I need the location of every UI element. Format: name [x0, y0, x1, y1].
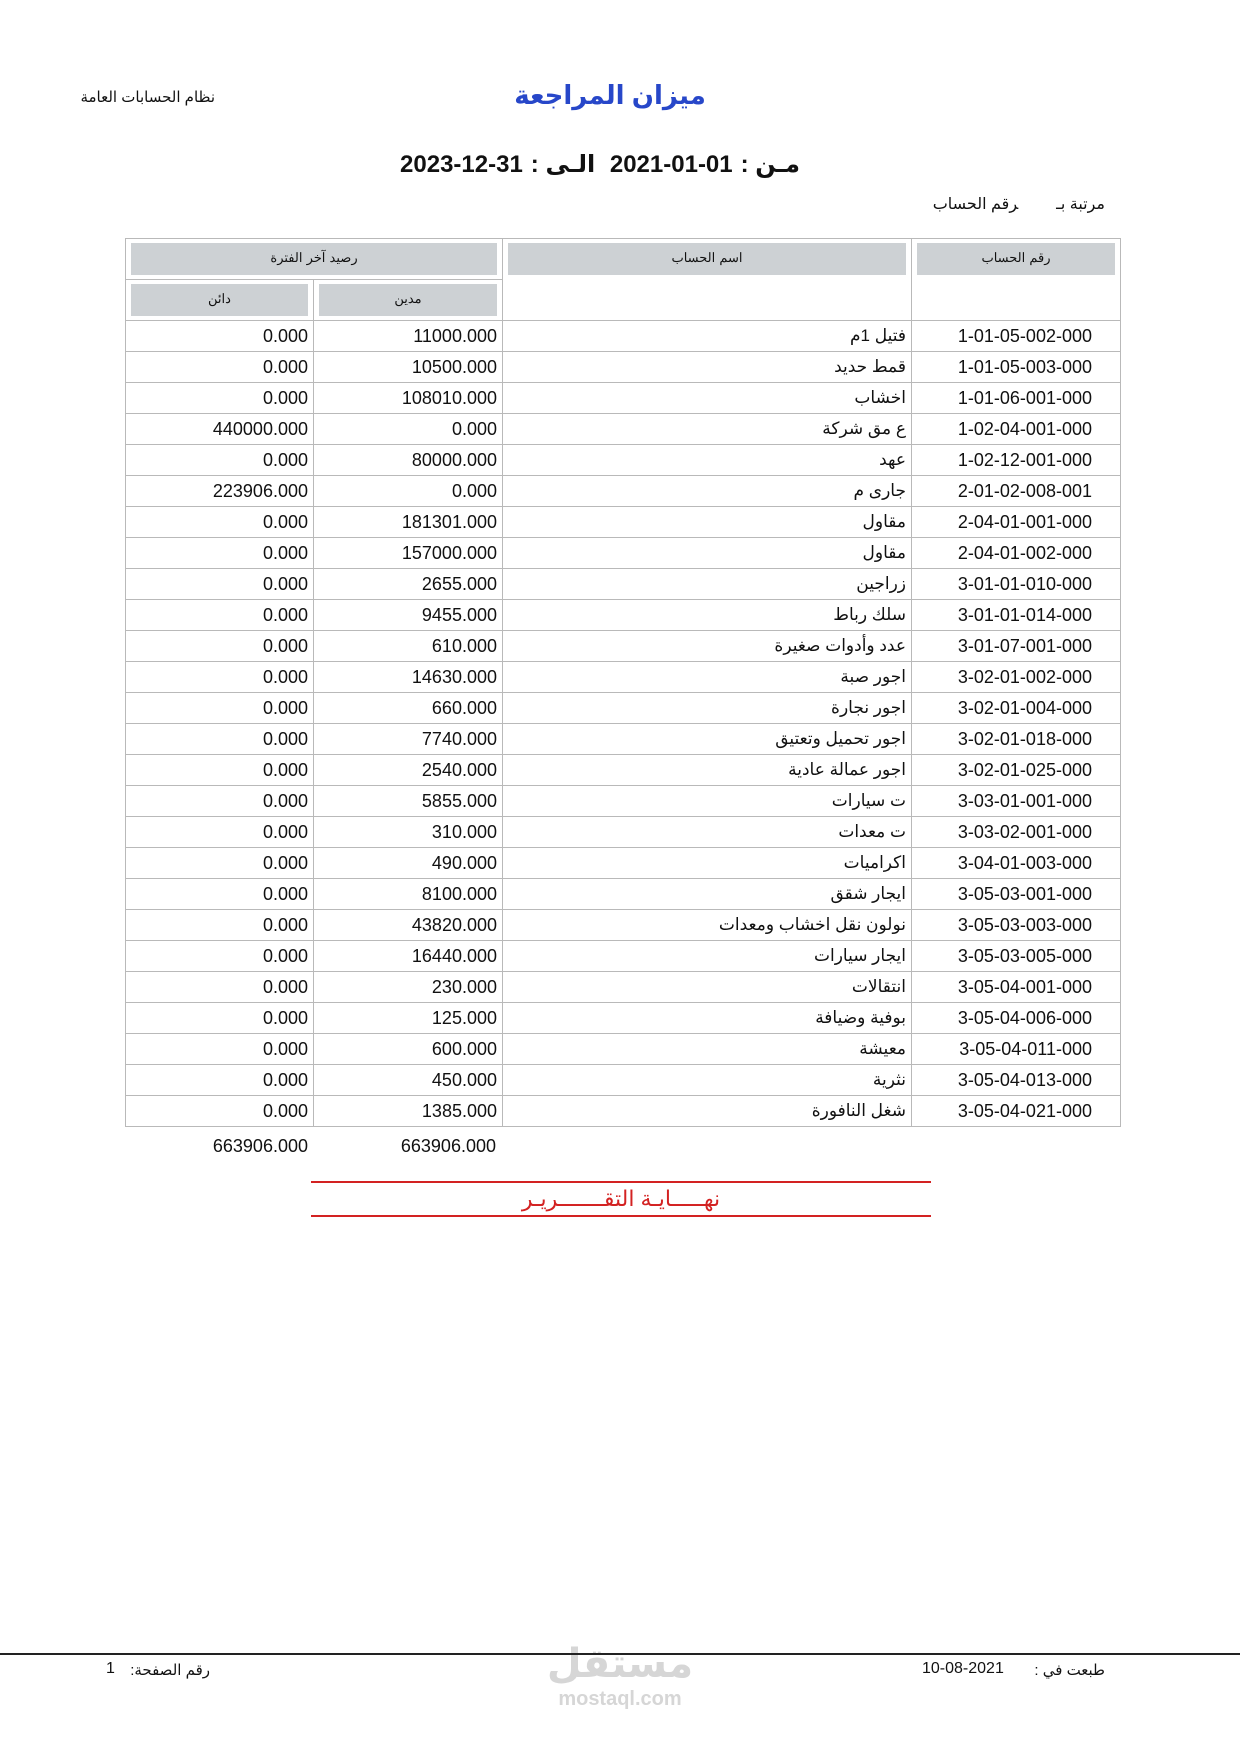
date-range: [0, 150, 1240, 179]
from-date: 2021-01-01: [609, 151, 733, 178]
account-number-cell: 1-01-06-001-000: [912, 383, 1121, 414]
to-label: الـى :: [530, 151, 596, 178]
to-date: 2023-12-31: [400, 151, 523, 178]
credit-cell: 0.000: [126, 352, 314, 383]
account-number-cell: 3-02-01-025-000: [912, 755, 1121, 786]
account-number-cell: 3-03-02-001-000: [912, 817, 1121, 848]
credit-cell: 0.000: [126, 507, 314, 538]
credit-cell: 0.000: [126, 662, 314, 693]
account-number-cell: 3-02-01-002-000: [912, 662, 1121, 693]
credit-cell: 0.000: [126, 910, 314, 941]
account-name-cell: بوفية وضيافة: [503, 1003, 912, 1034]
account-number-cell: 3-05-04-001-000: [912, 972, 1121, 1003]
table-row: [126, 755, 1121, 786]
credit-cell: 0.000: [126, 1096, 314, 1127]
credit-cell: 0.000: [126, 848, 314, 879]
total-debit: 663906.000: [400, 1136, 496, 1156]
account-number-cell: 3-02-01-004-000: [912, 693, 1121, 724]
debit-cell: 450.000: [314, 1065, 503, 1096]
debit-cell: 11000.000: [314, 321, 503, 352]
table-row: [126, 786, 1121, 817]
credit-cell: 0.000: [126, 321, 314, 352]
account-number-cell: 3-02-01-018-000: [912, 724, 1121, 755]
credit-cell: 0.000: [126, 383, 314, 414]
table-row: [126, 321, 1121, 352]
debit-cell: 2540.000: [314, 755, 503, 786]
sort-line: [933, 194, 1105, 214]
debit-cell: 490.000: [314, 848, 503, 879]
debit-cell: 14630.000: [314, 662, 503, 693]
total-credit: 663906.000: [212, 1136, 308, 1156]
end-of-report-text: نهـــــايـة التقـــــــريـر: [521, 1186, 721, 1211]
account-number-cell: 1-01-05-002-000: [912, 321, 1121, 352]
account-name-cell: اجور صبة: [503, 662, 912, 693]
table-row: [126, 662, 1121, 693]
table-row: [126, 414, 1121, 445]
account-number-cell: 1-01-05-003-000: [912, 352, 1121, 383]
account-name-cell: ايجار سيارات: [503, 941, 912, 972]
account-number-cell: 3-05-04-006-000: [912, 1003, 1121, 1034]
credit-cell: 0.000: [126, 817, 314, 848]
debit-cell: 310.000: [314, 817, 503, 848]
account-name-cell: اجور نجارة: [503, 693, 912, 724]
sort-label: مرتبة بـ: [1056, 196, 1105, 213]
table-row: [126, 848, 1121, 879]
report-title: ميزان المراجعة: [514, 80, 706, 110]
account-number-cell: 3-05-03-003-000: [912, 910, 1121, 941]
debit-cell: 80000.000: [314, 445, 503, 476]
account-name-cell: قمط حديد: [503, 352, 912, 383]
account-name-cell: اجور تحميل وتعتيق: [503, 724, 912, 755]
account-name-cell: ت سيارات: [503, 786, 912, 817]
table-row: [126, 879, 1121, 910]
table-row: [126, 817, 1121, 848]
debit-cell: 16440.000: [314, 941, 503, 972]
debit-cell: 1385.000: [314, 1096, 503, 1127]
account-name-cell: عهد: [503, 445, 912, 476]
table-row: [126, 352, 1121, 383]
debit-cell: 610.000: [314, 631, 503, 662]
balance-group-label: رصيد آخر الفترة: [131, 243, 497, 275]
credit-cell: 0.000: [126, 972, 314, 1003]
debit-cell: 10500.000: [314, 352, 503, 383]
credit-cell: 0.000: [126, 724, 314, 755]
page-number: 1: [106, 1660, 115, 1677]
table-row: [126, 941, 1121, 972]
credit-cell: 0.000: [126, 538, 314, 569]
debit-cell: 230.000: [314, 972, 503, 1003]
credit-cell: 0.000: [126, 693, 314, 724]
credit-cell: 223906.000: [126, 476, 314, 507]
account-number-cell: 3-01-01-010-000: [912, 569, 1121, 600]
table-row: [126, 1003, 1121, 1034]
from-label: مـن :: [740, 151, 800, 178]
account-name-cell: جارى م: [503, 476, 912, 507]
watermark-arabic: مستقل: [546, 1642, 694, 1686]
credit-label: دائن: [131, 284, 308, 316]
table-row: [126, 569, 1121, 600]
table-row: [126, 910, 1121, 941]
table-row: [126, 538, 1121, 569]
debit-cell: 181301.000: [314, 507, 503, 538]
credit-cell: 0.000: [126, 879, 314, 910]
account-number-cell: 1-02-04-001-000: [912, 414, 1121, 445]
balance-group-header: [126, 239, 503, 280]
account-number-header: [912, 239, 1121, 321]
account-name-cell: عدد وأدوات صغيرة: [503, 631, 912, 662]
account-number-cell: 3-05-03-005-000: [912, 941, 1121, 972]
account-number-cell: 3-05-04-011-000: [912, 1034, 1121, 1065]
table-row: [126, 631, 1121, 662]
account-name-cell: سلك رباط: [503, 600, 912, 631]
totals-row: [125, 1136, 500, 1166]
printed-date: 10-08-2021: [922, 1660, 1004, 1677]
table-body: [126, 321, 1121, 1127]
account-name-cell: شغل النافورة: [503, 1096, 912, 1127]
account-number-cell: 3-05-03-001-000: [912, 879, 1121, 910]
account-name-cell: ايجار شقق: [503, 879, 912, 910]
debit-header: [314, 280, 503, 321]
account-name-cell: نولون نقل اخشاب ومعدات: [503, 910, 912, 941]
account-number-cell: 3-01-07-001-000: [912, 631, 1121, 662]
debit-cell: 108010.000: [314, 383, 503, 414]
credit-cell: 0.000: [126, 569, 314, 600]
credit-cell: 0.000: [126, 941, 314, 972]
account-number-cell: 2-04-01-002-000: [912, 538, 1121, 569]
system-name: نظام الحسابات العامة: [80, 89, 215, 106]
end-of-report-banner: [311, 1181, 931, 1217]
table-row: [126, 693, 1121, 724]
trial-balance-table: [125, 238, 1121, 1127]
account-number-cell: 3-01-01-014-000: [912, 600, 1121, 631]
account-number-cell: 3-05-04-013-000: [912, 1065, 1121, 1096]
credit-cell: 0.000: [126, 600, 314, 631]
account-name-cell: ع مق شركة: [503, 414, 912, 445]
account-name-cell: فتيل 1م: [503, 321, 912, 352]
debit-cell: 8100.000: [314, 879, 503, 910]
credit-cell: 440000.000: [126, 414, 314, 445]
debit-cell: 660.000: [314, 693, 503, 724]
table-row: [126, 383, 1121, 414]
debit-cell: 5855.000: [314, 786, 503, 817]
account-number-cell: 3-03-01-001-000: [912, 786, 1121, 817]
debit-cell: 125.000: [314, 1003, 503, 1034]
table-row: [126, 1034, 1121, 1065]
account-name-cell: زراجين: [503, 569, 912, 600]
page-number-label: رقم الصفحة:: [130, 1662, 210, 1679]
credit-cell: 0.000: [126, 1003, 314, 1034]
credit-cell: 0.000: [126, 755, 314, 786]
account-number-cell: 2-01-02-008-001: [912, 476, 1121, 507]
debit-cell: 9455.000: [314, 600, 503, 631]
watermark-logo: [540, 1640, 700, 1710]
account-name-cell: مقاول: [503, 538, 912, 569]
account-name-cell: نثرية: [503, 1065, 912, 1096]
credit-cell: 0.000: [126, 631, 314, 662]
credit-cell: 0.000: [126, 1034, 314, 1065]
printed-label: طبعت في :: [1034, 1662, 1105, 1679]
account-name-cell: معيشة: [503, 1034, 912, 1065]
debit-cell: 0.000: [314, 414, 503, 445]
account-name-cell: اكراميات: [503, 848, 912, 879]
credit-cell: 0.000: [126, 786, 314, 817]
debit-cell: 0.000: [314, 476, 503, 507]
account-number-label: رقم الحساب: [917, 243, 1115, 275]
table-row: [126, 507, 1121, 538]
debit-cell: 43820.000: [314, 910, 503, 941]
account-name-header: [503, 239, 912, 321]
debit-cell: 600.000: [314, 1034, 503, 1065]
debit-cell: 7740.000: [314, 724, 503, 755]
account-name-cell: اخشاب: [503, 383, 912, 414]
footer-divider: [0, 1653, 1240, 1655]
account-number-cell: 3-05-04-021-000: [912, 1096, 1121, 1127]
table-row: [126, 476, 1121, 507]
account-number-cell: 2-04-01-001-000: [912, 507, 1121, 538]
table-row: [126, 445, 1121, 476]
watermark-latin: mostaql.com: [558, 1688, 682, 1710]
account-name-cell: اجور عمالة عادية: [503, 755, 912, 786]
debit-cell: 157000.000: [314, 538, 503, 569]
account-name-label: اسم الحساب: [508, 243, 906, 275]
account-name-cell: ت معدات: [503, 817, 912, 848]
account-number-cell: 3-04-01-003-000: [912, 848, 1121, 879]
table-row: [126, 972, 1121, 1003]
account-number-cell: 1-02-12-001-000: [912, 445, 1121, 476]
credit-cell: 0.000: [126, 1065, 314, 1096]
debit-cell: 2655.000: [314, 569, 503, 600]
table-row: [126, 1065, 1121, 1096]
table-row: [126, 600, 1121, 631]
credit-cell: 0.000: [126, 445, 314, 476]
account-name-cell: انتقالات: [503, 972, 912, 1003]
credit-header: [126, 280, 314, 321]
table-row: [126, 1096, 1121, 1127]
table-row: [126, 724, 1121, 755]
account-name-cell: مقاول: [503, 507, 912, 538]
debit-label: مدين: [319, 284, 497, 316]
sort-value: رقم الحساب: [932, 196, 1019, 213]
